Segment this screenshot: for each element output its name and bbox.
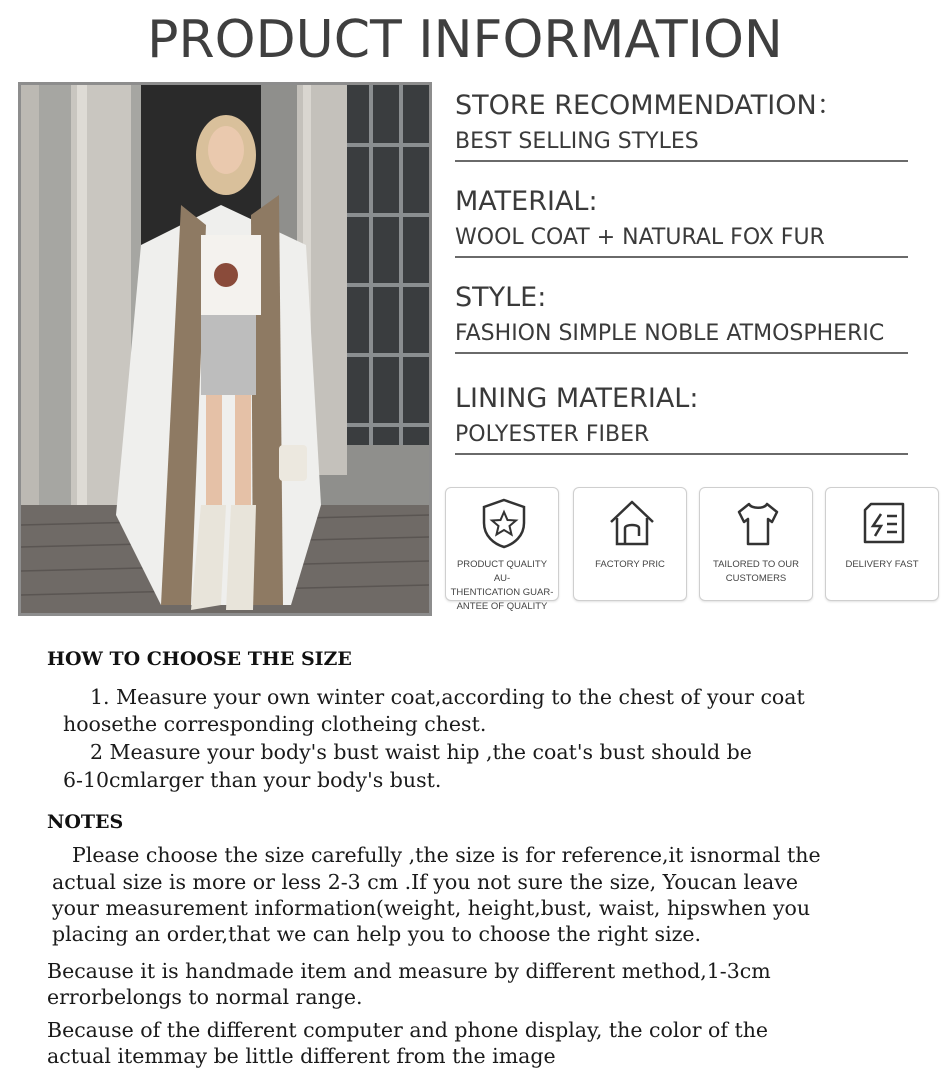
badge-quality [445, 487, 559, 612]
page-title: PRODUCT INFORMATION [147, 10, 783, 70]
badge-text-line: DELIVERY FAST [845, 559, 919, 570]
badge-tailored [699, 487, 813, 601]
text-line: 6-10cmlarger than your body's bust. [63, 768, 442, 792]
product-photo [18, 82, 432, 616]
badge-text-line: CUSTOMERS [725, 573, 787, 584]
text-line: 2 Measure your body's bust waist hip ,the coat's bust should be [90, 740, 752, 764]
text-line: errorbelongs to normal range. [47, 985, 363, 1009]
divider [455, 256, 908, 258]
info-value: POLYESTER FIBER [455, 422, 650, 447]
size-guide-line-1 [90, 684, 805, 711]
info-label: LINING MATERIAL: [455, 383, 699, 414]
info-value: BEST SELLING STYLES [455, 129, 699, 154]
text-line: Please choose the size carefully ,the size is for reference,it isnormal the [72, 843, 821, 867]
house-icon [605, 496, 659, 550]
size-guide-line-2 [63, 711, 486, 738]
fast-delivery-icon [857, 496, 911, 550]
info-label: MATERIAL: [455, 186, 598, 217]
badge-text-line: ANTEE OF QUALITY [456, 601, 548, 612]
text-line: hoosethe corresponding clotheing chest. [63, 712, 487, 736]
divider [455, 352, 908, 354]
badge-text-line: PRODUCT QUALITY AU- [456, 559, 548, 584]
info-label: STYLE: [455, 282, 547, 313]
badge-text-line: THENTICATION GUAR- [450, 587, 554, 598]
notes-paragraph-2 [47, 958, 771, 1010]
size-guide-heading: HOW TO CHOOSE THE SIZE [47, 648, 352, 670]
info-style [455, 280, 910, 354]
notes-paragraph-1 [52, 842, 821, 947]
notes-heading: NOTES [47, 811, 124, 833]
text-line: 1. Measure your own winter coat,according to the chest of your coat [90, 685, 805, 709]
text-line: your measurement information(weight, height,bust, waist, hipswhen you [52, 896, 811, 920]
divider [455, 453, 908, 455]
info-value: WOOL COAT + NATURAL FOX FUR [455, 225, 825, 250]
feature-badges [445, 487, 945, 612]
size-guide [47, 648, 352, 670]
badge-text-line: FACTORY PRIC [595, 559, 665, 570]
text-line: actual itemmay be little different from the image [47, 1044, 556, 1068]
text-line: actual size is more or less 2-3 cm .If you not sure the size, Youcan leave [52, 870, 798, 894]
notes [47, 811, 123, 833]
tshirt-icon [731, 496, 785, 550]
text-line: Because of the different computer and phone display, the color of the [47, 1018, 769, 1042]
notes-paragraph-3 [47, 1017, 768, 1069]
info-material [455, 184, 910, 258]
info-label: STORE RECOMMENDATION： [455, 90, 844, 121]
badge-delivery [825, 487, 939, 601]
text-line: placing an order,that we can help you to choose the right size. [52, 922, 702, 946]
info-store-recommendation [455, 88, 910, 162]
size-guide-line-3 [90, 739, 752, 766]
info-value: FASHION SIMPLE NOBLE ATMOSPHERIC [455, 321, 885, 346]
divider [455, 160, 908, 162]
shield-star-icon [477, 496, 531, 550]
badge-factory [573, 487, 687, 601]
size-guide-line-4 [63, 767, 441, 794]
text-line: Because it is handmade item and measure by different method,1-3cm [47, 959, 771, 983]
badge-text-line: TAILORED TO OUR [712, 559, 800, 570]
info-lining-material [455, 381, 910, 455]
